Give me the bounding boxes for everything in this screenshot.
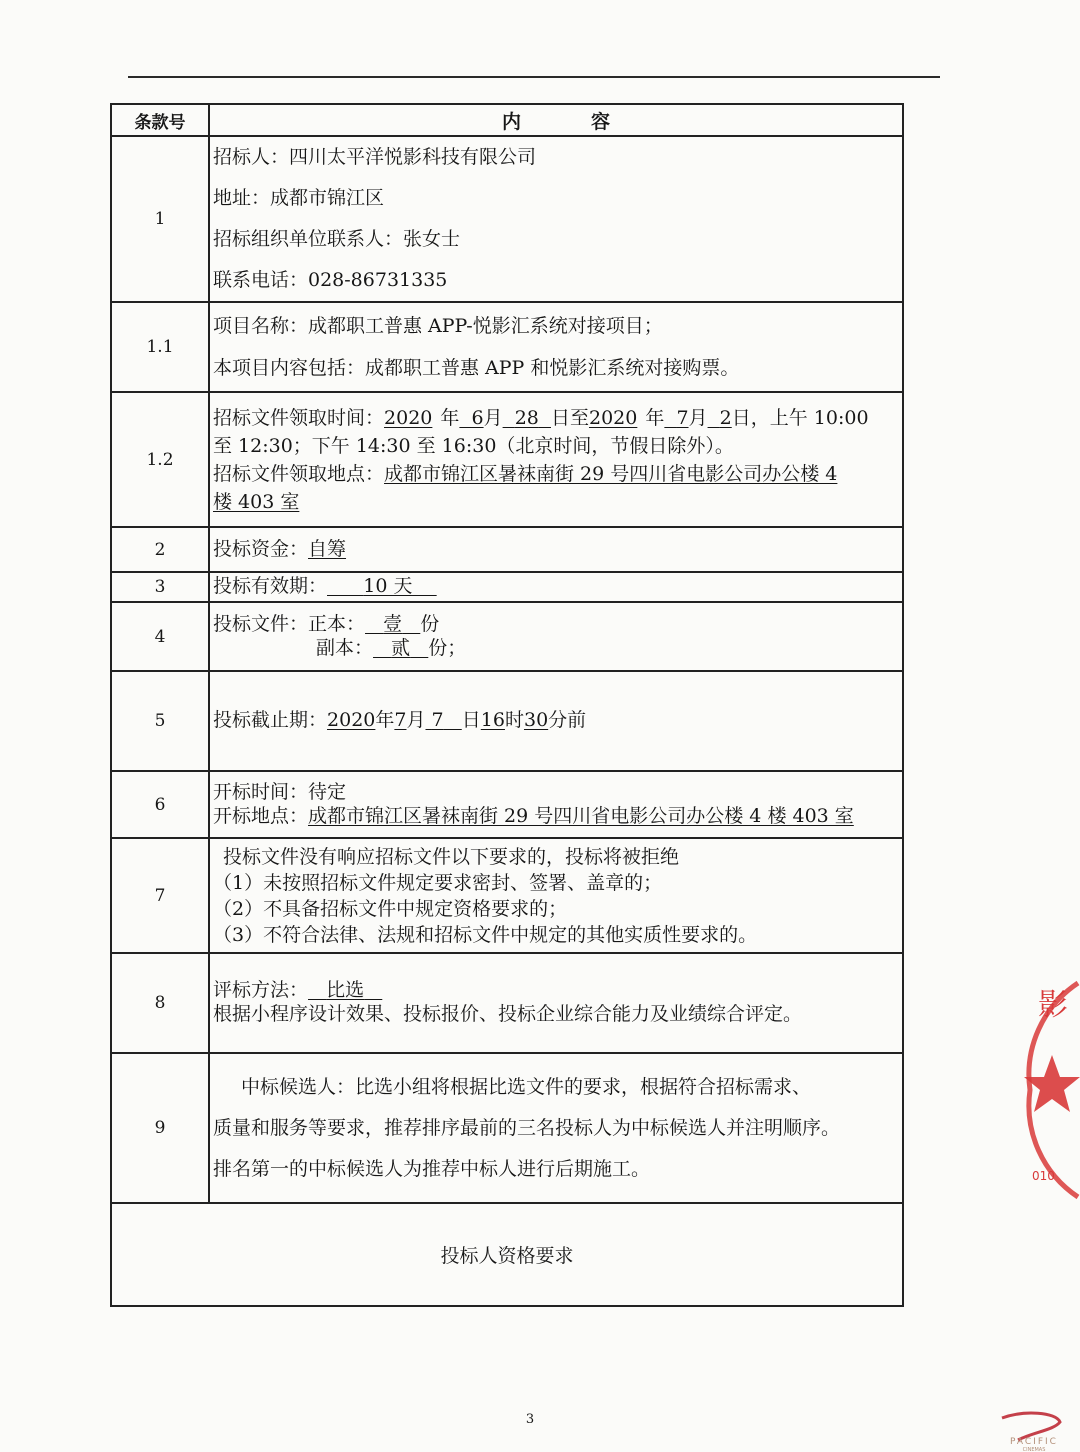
- clause-number: 4: [111, 602, 209, 671]
- unit-month: 月: [483, 406, 503, 429]
- end-year: 2020: [588, 406, 638, 429]
- seal-char: 影: [1038, 988, 1068, 1023]
- tenderer-contact: 招标组织单位联系人：张女士: [213, 228, 461, 250]
- start-month: 6: [471, 406, 484, 429]
- logo-subtext: CINEMAS: [1022, 1447, 1046, 1452]
- unit-year: 年: [375, 709, 395, 732]
- table-row: [111, 572, 903, 602]
- opening-time-line: [213, 781, 900, 805]
- table-row: [111, 838, 903, 953]
- candidates-line: 排名第一的中标候选人为推荐中标人进行后期施工。: [213, 1157, 651, 1180]
- opening-place-value: 成都市锦江区暑袜南街 29 号四川省电影公司办公楼 4 楼 403 室: [308, 804, 854, 827]
- collection-place-label: 招标文件领取地点：: [213, 462, 385, 485]
- clause-number: 3: [111, 572, 209, 602]
- table-header-row: [111, 104, 903, 136]
- original-label: 正本：: [308, 612, 366, 635]
- star-icon: [1024, 1055, 1080, 1112]
- bid-validity: [209, 572, 903, 602]
- rejection-conditions: [209, 838, 903, 953]
- unit-hour: 时: [504, 709, 524, 732]
- header-content-char-1: 内: [501, 110, 521, 133]
- candidates-line: 中标候选人：比选小组将根据比选文件的要求，根据符合招标需求、: [241, 1075, 812, 1098]
- unit-month: 月: [688, 406, 708, 429]
- end-day: 2: [719, 406, 732, 429]
- pacific-cinemas-logo: [994, 1410, 1074, 1452]
- rejection-item: （2）不具备招标文件中规定资格要求的；: [213, 897, 568, 920]
- clause-number: 8: [111, 953, 209, 1053]
- logo-text: PACIFIC: [1010, 1437, 1058, 1447]
- unit-day-to: 日至: [550, 406, 589, 429]
- clause-number: 6: [111, 771, 209, 838]
- unit-year: 年: [440, 406, 460, 429]
- bid-funds-value: 自筹: [308, 537, 347, 560]
- unit-copies: 份；: [428, 636, 467, 659]
- bid-doc-label: 投标文件：: [213, 612, 309, 635]
- original-count: 壹: [383, 612, 403, 635]
- collection-place-line: [213, 460, 900, 488]
- project-scope: 本项目内容包括：成都职工普惠 APP 和悦影汇系统对接购票。: [213, 357, 740, 379]
- bidding-terms-table: [110, 103, 904, 1307]
- rejection-item: （1）未按照招标文件规定要求密封、签署、盖章的；: [213, 871, 663, 894]
- bid-deadline-label: 投标截止期：: [213, 709, 328, 732]
- table-row: [111, 527, 903, 572]
- collection-time-cont: 至 12:30；下午 14:30 至 16:30（北京时间，节假日除外）。: [213, 434, 734, 457]
- winning-candidates: [209, 1053, 903, 1203]
- opening-time-label: 开标时间：: [213, 780, 309, 803]
- table-row: [111, 602, 903, 671]
- rejection-item: （3）不符合法律、法规和招标文件中规定的其他实质性要求的。: [213, 923, 758, 946]
- document-collection: [209, 392, 903, 527]
- unit-day-am: 日，上午 10:00: [731, 406, 869, 429]
- rejection-intro: 投标文件没有响应招标文件以下要求的，投标将被拒绝: [223, 845, 680, 868]
- collection-place-value: 成都市锦江区暑袜南街 29 号四川省电影公司办公楼 4: [384, 462, 838, 485]
- unit-copies: 份: [420, 612, 440, 635]
- tenderer-address: 地址：成都市锦江区: [213, 187, 385, 209]
- project-info: [209, 302, 903, 392]
- clause-number: 9: [111, 1053, 209, 1203]
- bid-validity-value: 10 天: [363, 575, 413, 598]
- header-content: [209, 104, 903, 136]
- candidates-line: 质量和服务等要求，推荐排序最前的三名投标人为中标候选人并注明顺序。: [213, 1116, 841, 1139]
- project-name: 项目名称：成都职工普惠 APP-悦影汇系统对接项目；: [213, 315, 663, 337]
- clause-number: 5: [111, 671, 209, 771]
- evaluation-method-line: [213, 979, 900, 1003]
- evaluation-method-label: 评标方法：: [213, 979, 309, 1002]
- table-row: [111, 671, 903, 771]
- clause-number: 1: [111, 136, 209, 302]
- clause-number: 1.1: [111, 302, 209, 392]
- opening-time-value: 待定: [308, 780, 347, 803]
- tenderer-name: 招标人：四川太平洋悦影科技有限公司: [213, 146, 537, 168]
- table-row: [111, 302, 903, 392]
- unit-year: 年: [645, 406, 665, 429]
- bid-funds-label: 投标资金：: [213, 537, 309, 560]
- bid-doc-copy-line: [213, 637, 900, 661]
- header-rule: [128, 76, 940, 78]
- collection-place-value-cont: 楼 403 室: [213, 490, 300, 513]
- table-row: [111, 771, 903, 838]
- bid-deadline: [209, 671, 903, 771]
- evaluation-method-value: 比选: [326, 979, 365, 1002]
- bid-documents: [209, 602, 903, 671]
- table-row: [111, 392, 903, 527]
- copy-count: 贰: [391, 636, 411, 659]
- bid-doc-original-line: [213, 613, 900, 637]
- table-row: [111, 1053, 903, 1203]
- opening-place-line: [213, 805, 900, 829]
- copy-label: 副本：: [316, 636, 374, 659]
- collection-time-label: 招标文件领取时间：: [213, 406, 385, 429]
- evaluation-method: [209, 953, 903, 1053]
- start-day: 28: [514, 406, 539, 429]
- opening-place-label: 开标地点：: [213, 804, 309, 827]
- bidder-qualification-heading: 投标人资格要求: [111, 1203, 903, 1306]
- seal-digits: 010: [1032, 1169, 1055, 1183]
- bid-validity-label: 投标有效期：: [213, 575, 328, 598]
- clause-number: 7: [111, 838, 209, 953]
- collection-place-cont: [213, 488, 900, 516]
- unit-minute: 分前: [548, 709, 587, 732]
- table-row: [111, 136, 903, 302]
- unit-day: 日: [461, 709, 481, 732]
- tenderer-phone: 联系电话：028-86731335: [213, 269, 448, 291]
- tenderer-info: [209, 136, 903, 302]
- start-year: 2020: [384, 406, 433, 429]
- logo-swoosh-icon: [1002, 1413, 1060, 1440]
- deadline-minute: 30: [523, 709, 549, 732]
- page-number: 3: [525, 1412, 535, 1427]
- collection-time-line: [213, 404, 900, 432]
- clause-number: 1.2: [111, 392, 209, 527]
- partial-seal-stamp: [1020, 975, 1080, 1205]
- deadline-day: 7: [431, 709, 444, 732]
- evaluation-criteria: 根据小程序设计效果、投标报价、投标企业综合能力及业绩综合评定。: [213, 1003, 803, 1025]
- bid-opening: [209, 771, 903, 838]
- deadline-hour: 16: [480, 709, 505, 732]
- deadline-year: 2020: [327, 709, 376, 732]
- bid-funds: [209, 527, 903, 572]
- table-row: [111, 953, 903, 1053]
- deadline-month: 7: [394, 709, 407, 732]
- table-footer-row: [111, 1203, 903, 1306]
- end-month: 7: [676, 406, 689, 429]
- clause-number: 2: [111, 527, 209, 572]
- unit-month: 月: [406, 709, 426, 732]
- header-content-char-2: 容: [591, 110, 611, 133]
- header-clause-no: 条款号: [111, 104, 209, 136]
